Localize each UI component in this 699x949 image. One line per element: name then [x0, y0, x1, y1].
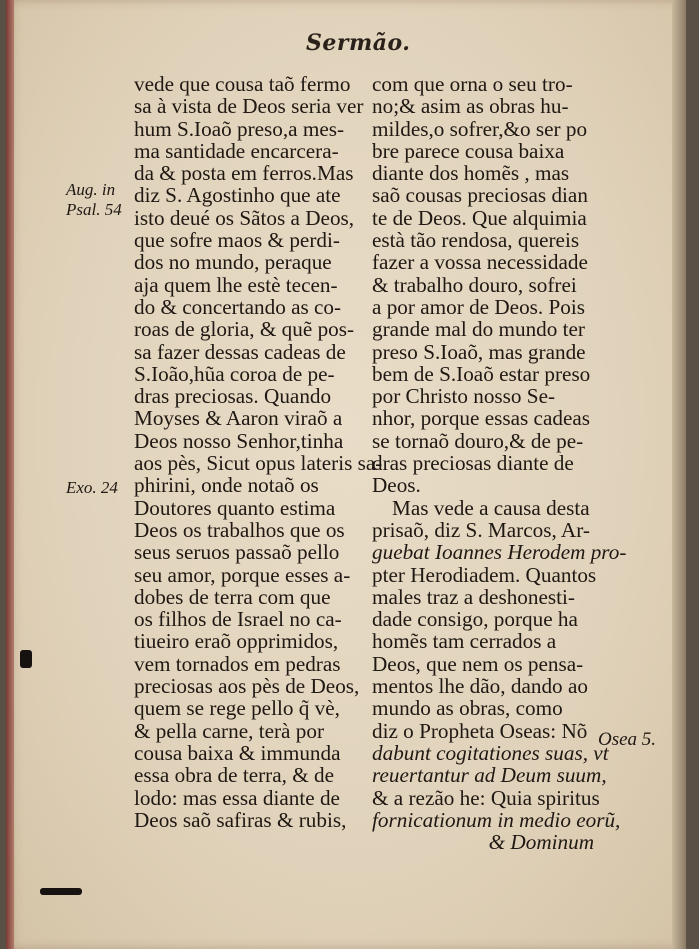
text-line: Deos, que nem os pensa- [372, 651, 584, 676]
text-line-latin: dabunt cogitationes suas, vt [372, 740, 609, 765]
text-line: diz o Propheta Oseas: Nõ [372, 718, 588, 743]
right-text-column [372, 72, 627, 855]
text-line: roas de gloria, & quẽ pos- [134, 317, 355, 342]
text-line: essa obra de terra, & de [134, 763, 335, 788]
margin-note-exodus: Exo. 24 [66, 478, 118, 497]
text-line: bre parece cousa baixa [372, 138, 565, 163]
text-line: fazer a vossa necessidade [372, 250, 588, 275]
text-line: isto deué os Sãtos a Deos, [134, 205, 355, 230]
text-line: diante dos homẽs , mas [372, 161, 570, 186]
text-line: nhor, porque essas cadeas [372, 406, 591, 431]
text-line: mentos lhe dão, dando ao [372, 674, 588, 699]
text-line: cousa baixa & immunda [134, 740, 341, 765]
text-line: pter Herodiadem. Quantos [372, 562, 597, 587]
text-line: & a rezão he: Quia spiritus [372, 785, 600, 810]
page-binding-edge [6, 0, 14, 949]
text-line: no;& asim as obras hu- [372, 94, 569, 119]
text-line: Deos os trabalhos que os [134, 517, 345, 542]
text-line: quem se rege pello q̃ vè, [134, 696, 340, 721]
text-line: tiueiro eraõ opprimidos, [134, 629, 339, 654]
text-line: bem de S.Ioaõ estar preso [372, 361, 591, 386]
text-line: Deos saõ safiras & rubis, [134, 807, 347, 832]
text-line: por Christo nosso Se- [372, 384, 556, 409]
running-head: Sermão. [306, 30, 411, 56]
text-line: diz S. Agostinho que ate [134, 183, 341, 208]
page-fore-edge [672, 0, 686, 949]
text-line: phirini, onde notaõ os [134, 473, 319, 498]
text-line: vem tornados em pedras [134, 651, 341, 676]
text-line: dras preciosas. Quando [134, 384, 332, 409]
text-line: com que orna o seu tro- [372, 72, 573, 96]
text-line: S.Ioão,hũa coroa de pe- [134, 361, 335, 386]
catchword: & Dominum [488, 830, 594, 855]
text-line: dobes de terra com que [134, 584, 331, 609]
text-line: grande mal do mundo ter [372, 317, 585, 342]
text-line: Deos nosso Senhor,tinha [134, 428, 344, 453]
text-line: homẽs tam cerrados a [372, 629, 557, 654]
text-line: mildes,o sofrer,&o ser po [372, 116, 588, 141]
text-line: seus seruos passaõ pello [134, 540, 340, 565]
text-line: mundo as obras, como [372, 696, 563, 721]
text-line-latin: fornicationum in medio eorũ, [372, 807, 621, 832]
ink-blot-left [20, 650, 32, 668]
text-line: dras preciosas diante de [372, 451, 574, 476]
text-line: Moyses & Aaron viraõ a [134, 406, 343, 431]
text-line: dade consigo, porque ha [372, 607, 578, 632]
text-line: & pella carne, terà por [134, 718, 324, 743]
text-line: aja quem lhe estè tecen- [134, 272, 338, 297]
text-line: a por amor de Deos. Pois [372, 294, 586, 319]
text-line: que sofre maos & perdi- [134, 228, 340, 253]
text-line: Doutores quanto estima [134, 495, 336, 520]
text-line: prisaõ, diz S. Marcos, Ar- [372, 517, 590, 542]
margin-note-augustine: Aug. in Psal. 54 [66, 180, 122, 219]
text-line: lodo: mas essa diante de [134, 785, 340, 810]
left-text-column [134, 72, 383, 832]
margin-note-oseas: Osea 5. [598, 729, 657, 750]
text-line: se tornaõ douro,& de pe- [372, 428, 584, 453]
text-line: os filhos de Israel no ca- [134, 607, 342, 632]
text-line: Deos. [372, 473, 421, 498]
text-line-latin: reuertantur ad Deum suum, [372, 763, 607, 788]
text-line: està tão rendosa, quereis [372, 228, 580, 253]
text-line: Mas vede a causa desta [392, 495, 590, 520]
text-line: vede que cousa taõ fermo [134, 72, 351, 96]
text-line: saõ cousas preciosas dian [372, 183, 588, 208]
text-line: do & concertando as co- [134, 294, 342, 319]
text-line: preciosas aos pès de Deos, [134, 674, 360, 699]
text-line: seu amor, porque esses a- [134, 562, 351, 587]
text-line: & trabalho douro, sofrei [372, 272, 577, 297]
text-line: ma santidade encarcera- [134, 138, 339, 163]
book-page [6, 0, 686, 949]
text-line: sa à vista de Deos seria ver [134, 94, 364, 119]
ink-blot-bottom [40, 888, 82, 895]
text-line-latin: guebat Ioannes Herodem pro- [372, 540, 627, 565]
text-line: aos pès, Sicut opus lateris sa- [134, 451, 383, 476]
text-line: sa fazer dessas cadeas de [134, 339, 346, 364]
text-line: preso S.Ioaõ, mas grande [372, 339, 586, 364]
text-line: hum S.Ioaõ preso,a mes- [134, 116, 345, 141]
text-line: da & posta em ferros.Mas [134, 161, 354, 186]
text-line: males traz a deshonesti- [372, 584, 575, 609]
text-line: dos no mundo, peraque [134, 250, 332, 275]
text-line: te de Deos. Que alquimia [372, 205, 587, 230]
